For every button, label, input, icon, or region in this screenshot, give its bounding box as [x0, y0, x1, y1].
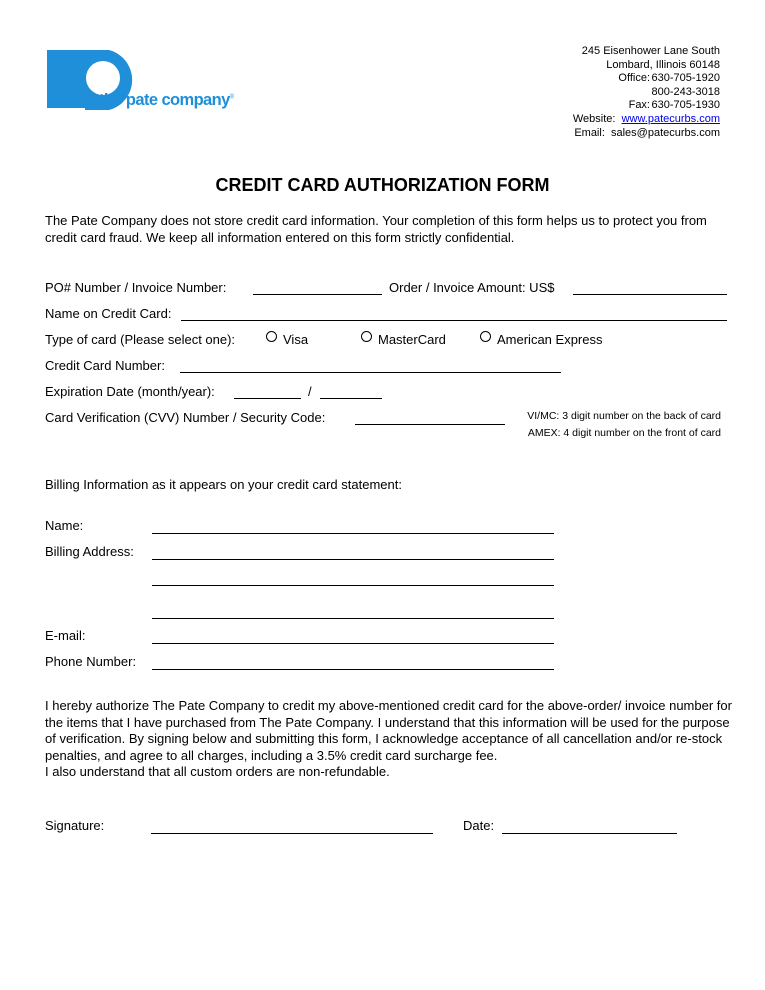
billing-address-field-2[interactable]: [152, 585, 554, 586]
amex-label: American Express: [497, 332, 603, 347]
cvv-field[interactable]: [355, 424, 505, 425]
address-line2: Lombard, Illinois 60148: [606, 58, 720, 71]
billing-email-label: E-mail:: [45, 628, 86, 643]
billing-name-label: Name:: [45, 518, 84, 533]
website-label: Website:: [572, 112, 616, 125]
mastercard-radio[interactable]: [361, 331, 372, 342]
billing-address-field-1[interactable]: [152, 559, 554, 560]
company-address: [573, 45, 720, 140]
date-label: Date:: [463, 818, 495, 833]
billing-email-field[interactable]: [152, 643, 554, 644]
office-phone-2: 800-243-3018: [651, 85, 720, 98]
mastercard-label: MasterCard: [378, 332, 446, 347]
po-number-field[interactable]: [253, 294, 382, 295]
office-label: Office:: [618, 72, 650, 85]
authorization-text: I hereby authorize The Pate Company to credit my above-mentioned credit card for the above-order/ invoice number for the items that I have purchased from The Pate Company. I understand that this information will be used for the purpose of verification. By signing below and submitting this form, I acknowledge acceptance of all cancellation and/or re-stock penalties, and agree to all charges, including a 3.5% credit card surcharge fee.: [45, 698, 732, 763]
billing-heading: Billing Information as it appears on your credit card statement:: [45, 477, 402, 492]
billing-phone-field[interactable]: [152, 669, 554, 670]
amount-label: Order / Invoice Amount: US$: [389, 280, 555, 295]
card-number-label: Credit Card Number:: [45, 358, 165, 373]
po-label: PO# Number / Invoice Number:: [45, 280, 227, 295]
name-on-card-label: Name on Credit Card:: [45, 306, 172, 321]
office-phone: 630-705-1920: [651, 72, 720, 85]
billing-address-field-3[interactable]: [152, 618, 554, 619]
date-field[interactable]: [502, 833, 677, 834]
intro-text: The Pate Company does not store credit card information. Your completion of this form helps us to protect you from credit card fraud. We keep all information entered on this form strictly confidential.: [45, 213, 707, 245]
fax-label: Fax:: [628, 99, 650, 112]
company-logo: [45, 48, 265, 110]
email-address: sales@patecurbs.com: [611, 126, 720, 139]
billing-phone-label: Phone Number:: [45, 654, 137, 669]
expiration-month-field[interactable]: [234, 398, 301, 399]
card-number-field[interactable]: [180, 372, 561, 373]
visa-label: Visa: [283, 332, 309, 347]
name-on-card-field[interactable]: [181, 320, 727, 321]
signature-field[interactable]: [151, 833, 433, 834]
cvv-note-visa-mc: VI/MC: 3 digit number on the back of card: [527, 410, 721, 422]
visa-radio[interactable]: [266, 331, 277, 342]
form-title: CREDIT CARD AUTHORIZATION FORM: [215, 175, 550, 195]
amount-field[interactable]: [573, 294, 727, 295]
fax-number: 630-705-1930: [651, 99, 720, 112]
logo-text: the pate company®: [99, 91, 234, 109]
address-line1: 245 Eisenhower Lane South: [581, 45, 720, 57]
cvv-label: Card Verification (CVV) Number / Security Code:: [45, 410, 326, 425]
expiration-separator: /: [308, 384, 312, 399]
cvv-note-amex: AMEX: 4 digit number on the front of card: [527, 427, 721, 439]
billing-name-field[interactable]: [152, 533, 554, 534]
expiration-year-field[interactable]: [320, 398, 382, 399]
card-type-label: Type of card (Please select one):: [45, 332, 236, 347]
non-refundable-text: I also understand that all custom orders are non-refundable.: [45, 764, 390, 779]
email-label: Email:: [574, 126, 605, 139]
signature-label: Signature:: [45, 818, 105, 833]
expiration-label: Expiration Date (month/year):: [45, 384, 215, 399]
website-link[interactable]: www.patecurbs.com: [621, 112, 720, 125]
billing-address-label: Billing Address:: [45, 544, 134, 559]
amex-radio[interactable]: [480, 331, 491, 342]
